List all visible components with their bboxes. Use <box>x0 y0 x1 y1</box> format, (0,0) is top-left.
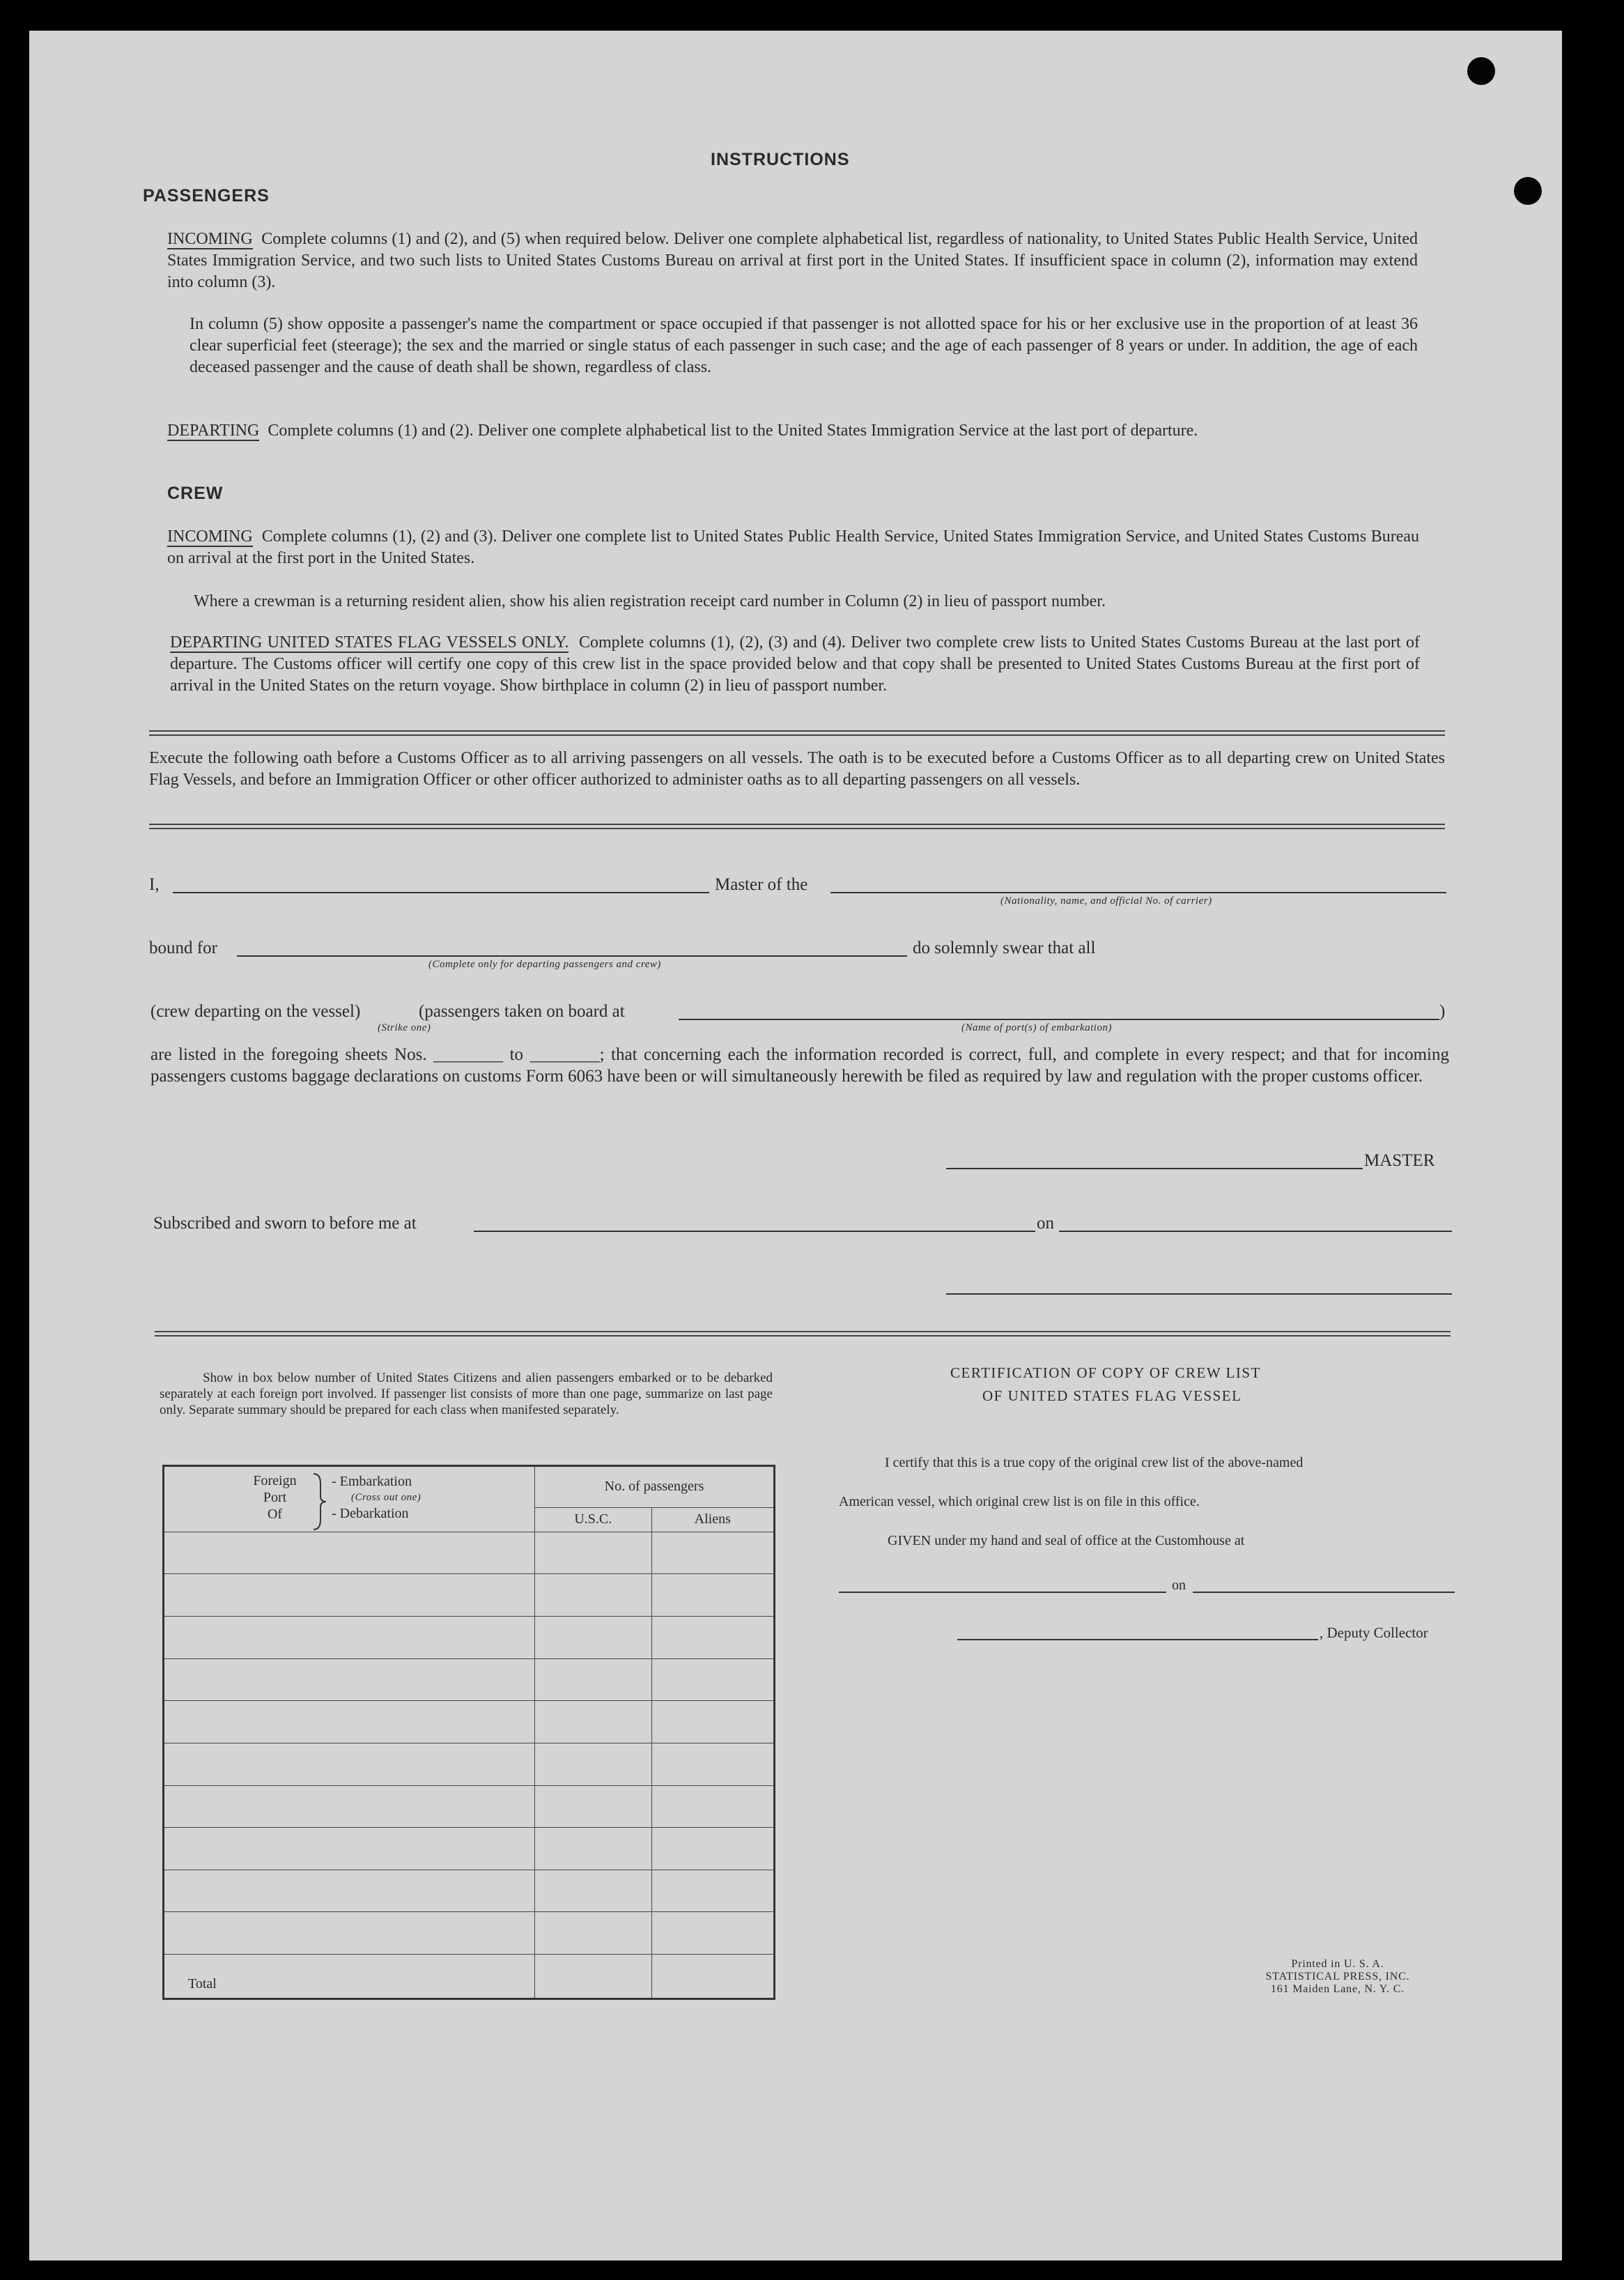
master-signature-field[interactable] <box>946 1168 1363 1169</box>
crew-incoming-paragraph <box>167 526 1419 569</box>
master-of-the-label: Master of the <box>715 875 808 894</box>
resident-alien-paragraph: Where a crewman is a returning resident alien, show his alien registration receipt card number in Column (2) in lieu of passport number. <box>194 592 1106 610</box>
printer-line-3: 161 Maiden Lane, N. Y. C. <box>1271 1983 1405 1995</box>
punch-hole <box>1514 177 1542 205</box>
i-label: I, <box>149 875 160 894</box>
carrier-caption: (Nationality, name, and official No. of carrier) <box>1000 895 1212 907</box>
aliens-cell[interactable] <box>651 1912 774 1955</box>
debarkation-label: - Debarkation <box>332 1506 409 1521</box>
no-of-passengers-header: No. of passengers <box>535 1466 775 1508</box>
aliens-cell[interactable] <box>651 1828 774 1870</box>
printer-imprint <box>1233 1958 1442 1996</box>
usc-cell[interactable] <box>535 1616 652 1658</box>
usc-header: U.S.C. <box>535 1507 652 1532</box>
departing-text: Complete columns (1) and (2). Deliver one complete alphabetical list to the United States Immigration Service at the last port of departure. <box>268 422 1198 440</box>
divider <box>149 730 1445 736</box>
subscribed-date-field[interactable] <box>1059 1231 1452 1232</box>
crew-incoming-label: INCOMING <box>167 527 253 546</box>
passengers-incoming-paragraph <box>167 229 1418 293</box>
foreign-port-header <box>164 1466 535 1532</box>
incoming-label: INCOMING <box>167 230 253 248</box>
port-cell[interactable] <box>164 1701 535 1743</box>
crew-departing-text: Complete columns (1), (2), (3) and (4). Deliver two complete crew lists to United States Customs Bureau at the last port of departure. The Customs officer will certify one copy of this crew list in the space provided below and that copy shall be presented to United States Customs Bureau at the first port of arrival in the United States on the return voyage. Show birthplace in column (2) in lieu of passport number. <box>170 633 1420 695</box>
aliens-cell[interactable] <box>651 1785 774 1828</box>
usc-cell[interactable] <box>535 1701 652 1743</box>
divider <box>149 824 1445 829</box>
aliens-cell[interactable] <box>651 1743 774 1785</box>
port-embarkation-field[interactable] <box>679 1019 1439 1020</box>
listed-paragraph: are listed in the foregoing sheets Nos. ________ to ________; that concerning each the information recorded is correct, full, and complete in every respect; and that for incoming passengers customs baggage declarations on customs Form 6063 have been or will simultaneously herewith be filed as required by law and regulation with the proper customs officer. <box>150 1045 1449 1086</box>
aliens-cell[interactable] <box>651 1616 774 1658</box>
officer-signature-field[interactable] <box>946 1293 1452 1295</box>
aliens-cell[interactable] <box>651 1658 774 1701</box>
port-cell[interactable] <box>164 1912 535 1955</box>
bound-caption: (Complete only for departing passengers and crew) <box>428 959 661 970</box>
usc-cell[interactable] <box>535 1743 652 1785</box>
port-cell[interactable] <box>164 1616 535 1658</box>
port-cell[interactable] <box>164 1574 535 1617</box>
embarkation-label: - Embarkation <box>332 1474 412 1489</box>
port-cell[interactable] <box>164 1870 535 1912</box>
subscribed-place-field[interactable] <box>474 1231 1035 1232</box>
port-label: Port <box>263 1490 287 1505</box>
given-line: GIVEN under my hand and seal of office at the Customhouse at <box>888 1533 1245 1548</box>
passenger-summary-table <box>162 1465 775 2000</box>
column5-paragraph: In column (5) show opposite a passenger's name the compartment or space occupied if that passenger is not allotted space for his or her exclusive use in the proportion of at least 36 clear superficial feet (steerage); the sex and the married or single status of each passenger in such case; and the age of each passenger of 8 years or under. In addition, the age of each deceased passenger and the cause of death shall be shown, regardless of class. <box>190 315 1418 376</box>
cert-date-field[interactable] <box>1193 1592 1455 1593</box>
customhouse-field[interactable] <box>839 1592 1166 1593</box>
departing-label: DEPARTING <box>167 422 260 440</box>
incoming-text: Complete columns (1) and (2), and (5) when required below. Deliver one complete alphabetical list, regardless of nationality, to United States Public Health Service, United States Immigration Service, and two such lists to United States Customs Bureau on arrival at first port in the United States. If insufficient space in column (2), information may extend into column (3). <box>167 230 1418 291</box>
port-cell[interactable] <box>164 1532 535 1574</box>
crew-heading: CREW <box>167 484 224 503</box>
usc-cell[interactable] <box>535 1658 652 1701</box>
bound-for-label: bound for <box>149 939 217 957</box>
page-title: INSTRUCTIONS <box>711 150 850 169</box>
printer-line-1: Printed in U. S. A. <box>1291 1958 1384 1970</box>
usc-cell[interactable] <box>535 1870 652 1912</box>
aliens-cell[interactable] <box>651 1870 774 1912</box>
aliens-header: Aliens <box>651 1507 774 1532</box>
deputy-collector-label: , Deputy Collector <box>1320 1624 1428 1641</box>
aliens-cell[interactable] <box>651 1532 774 1574</box>
crew-departing-paragraph <box>170 632 1420 697</box>
aliens-cell[interactable] <box>651 1701 774 1743</box>
port-cell[interactable] <box>164 1743 535 1785</box>
crew-departing-option[interactable]: (crew departing on the vessel) <box>150 1002 361 1021</box>
passengers-taken-option[interactable]: (passengers taken on board at <box>419 1002 625 1021</box>
of-label: Of <box>267 1507 283 1522</box>
passengers-heading: PASSENGERS <box>143 186 270 206</box>
cert-on-label: on <box>1172 1578 1186 1593</box>
foreign-label: Foreign <box>253 1473 297 1488</box>
master-name-field[interactable] <box>173 892 709 893</box>
certification-title-2: OF UNITED STATES FLAG VESSEL <box>982 1387 1242 1404</box>
certify-line-2: American vessel, which original crew list is on file in this office. <box>839 1494 1200 1509</box>
summary-instructions: Show in box below number of United States Citizens and alien passengers embarked or to be debarked separately at each foreign port involved. If passenger list consists of more than one page, summarize on last page only. Separate summary should be prepared for each class when manifested separately. <box>160 1371 773 1417</box>
close-paren: ) <box>1439 1002 1446 1021</box>
ports-caption: (Name of port(s) of embarkation) <box>961 1022 1112 1033</box>
aliens-cell[interactable] <box>651 1574 774 1617</box>
port-cell[interactable] <box>164 1785 535 1828</box>
usc-total-cell[interactable] <box>535 1955 652 1999</box>
master-label: MASTER <box>1364 1151 1435 1170</box>
usc-cell[interactable] <box>535 1785 652 1828</box>
cross-out-label: (Cross out one) <box>351 1492 422 1503</box>
passengers-departing-paragraph <box>167 420 1418 442</box>
usc-cell[interactable] <box>535 1912 652 1955</box>
usc-cell[interactable] <box>535 1828 652 1870</box>
deputy-signature-field[interactable] <box>957 1639 1318 1640</box>
on-label: on <box>1037 1214 1054 1233</box>
usc-cell[interactable] <box>535 1574 652 1617</box>
oath-intro: Execute the following oath before a Customs Officer as to all arriving passengers on all vessels. The oath is to be executed before a Customs Officer as to all departing crew on United States Flag Vessels, and before an Immigration Officer or other officer authorized to administer oaths as to all departing passengers on all vessels. <box>149 749 1445 789</box>
strike-one-caption: (Strike one) <box>378 1022 431 1033</box>
bound-for-field[interactable] <box>237 955 907 957</box>
brace-icon <box>311 1472 327 1531</box>
subscribed-label: Subscribed and sworn to before me at <box>153 1214 417 1233</box>
crew-departing-label: DEPARTING UNITED STATES FLAG VESSELS ONLY. <box>170 633 569 652</box>
carrier-field[interactable] <box>830 892 1446 893</box>
usc-cell[interactable] <box>535 1532 652 1574</box>
punch-hole <box>1467 57 1495 85</box>
certify-line-1: I certify that this is a true copy of the original crew list of the above-named <box>885 1455 1304 1470</box>
port-cell[interactable] <box>164 1658 535 1701</box>
solemnly-text: do solemnly swear that all <box>913 939 1096 957</box>
port-cell[interactable] <box>164 1828 535 1870</box>
printer-line-2: STATISTICAL PRESS, INC. <box>1265 1971 1410 1982</box>
crew-incoming-text: Complete columns (1), (2) and (3). Deliver one complete list to United States Public Health Service, United States Immigration Service, and United States Customs Bureau on arrival at the first port in the United States. <box>167 527 1420 567</box>
certification-title-1: CERTIFICATION OF COPY OF CREW LIST <box>950 1364 1261 1381</box>
total-label: Total <box>164 1955 535 1999</box>
aliens-total-cell[interactable] <box>651 1955 774 1999</box>
divider <box>155 1331 1451 1337</box>
